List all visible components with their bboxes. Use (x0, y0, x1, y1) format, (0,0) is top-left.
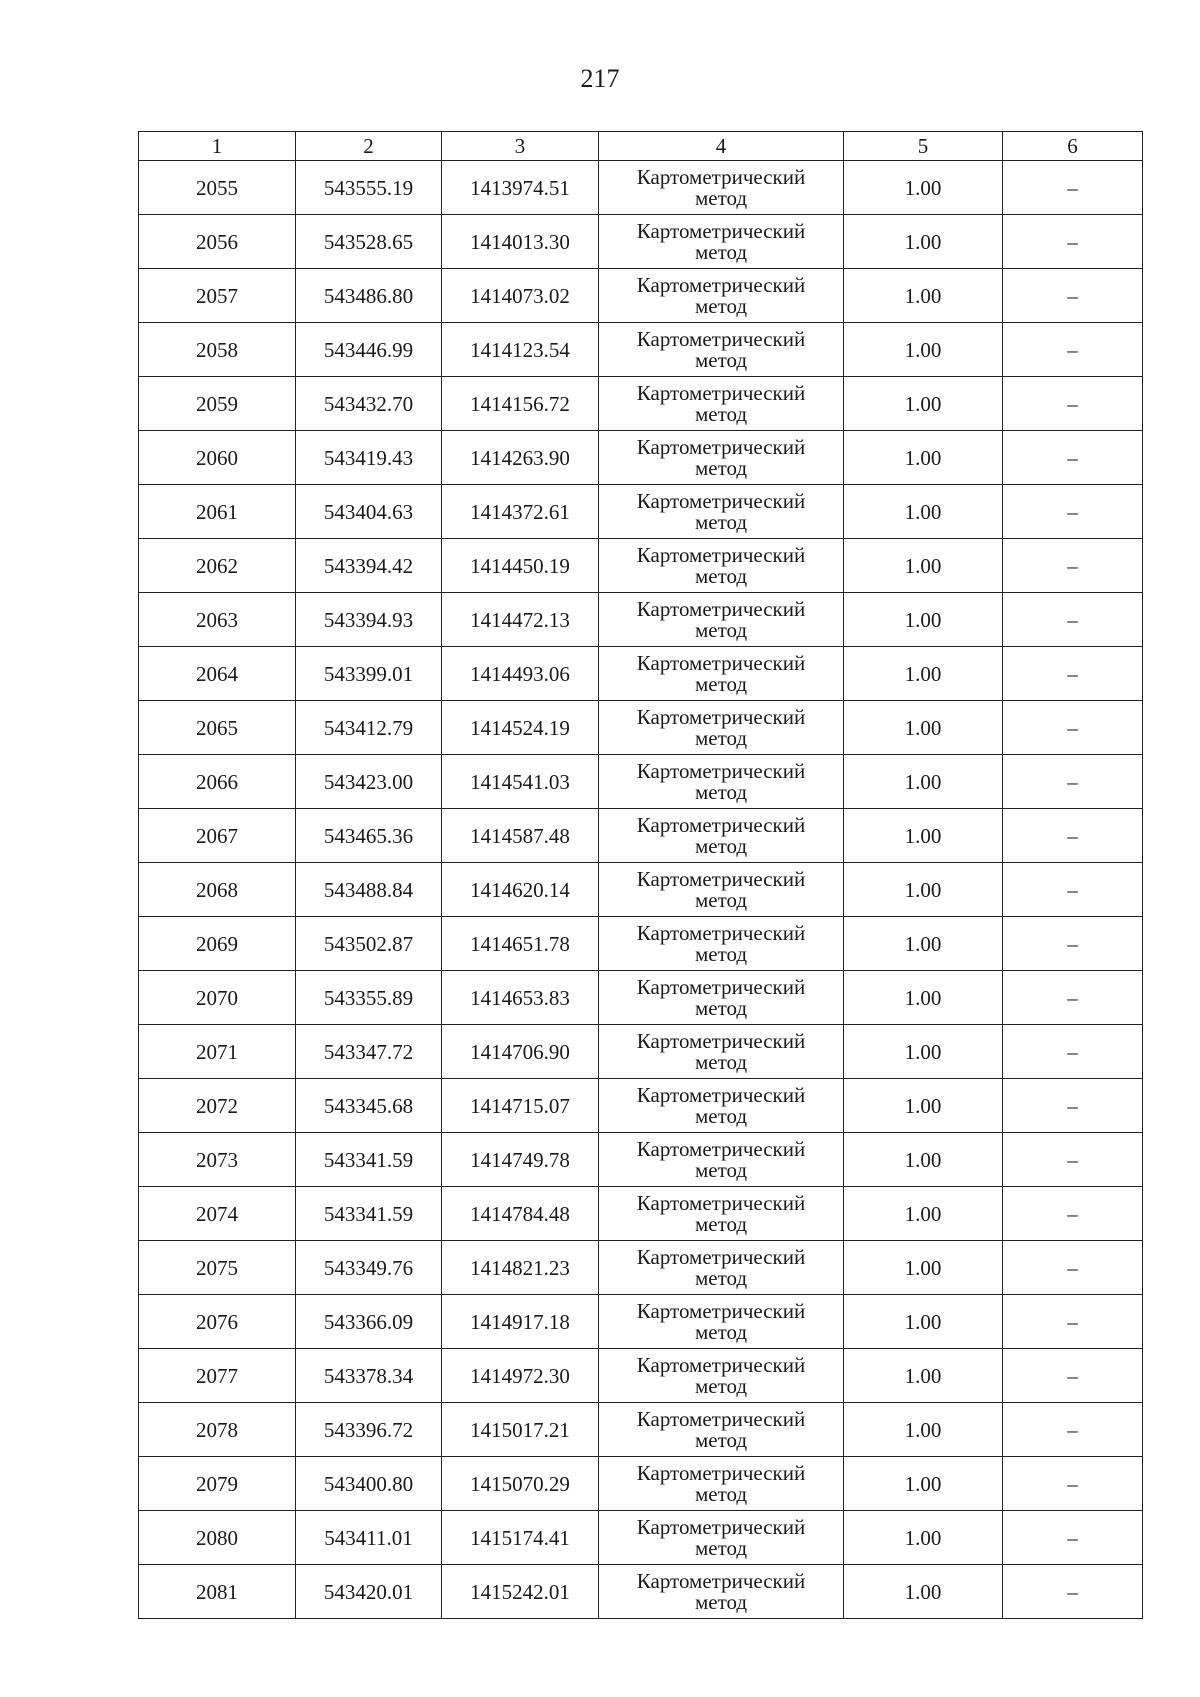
table-row (139, 971, 1143, 1025)
method-line-2: метод (694, 833, 748, 858)
column-header: 6 (1003, 132, 1143, 161)
method-line-2: метод (694, 1103, 748, 1128)
point-number-cell: 2067 (139, 809, 296, 863)
note-cell: – (1003, 539, 1143, 593)
y-coordinate-cell: 1414821.23 (442, 1241, 599, 1295)
method-line-1: Картометрический (636, 1406, 806, 1431)
y-coordinate-cell: 1414784.48 (442, 1187, 599, 1241)
column-header: 2 (296, 132, 442, 161)
method-cell (599, 809, 844, 863)
table-row (139, 161, 1143, 215)
table-row (139, 863, 1143, 917)
y-coordinate-cell: 1414472.13 (442, 593, 599, 647)
column-header: 3 (442, 132, 599, 161)
method-cell (599, 863, 844, 917)
accuracy-cell: 1.00 (844, 1457, 1003, 1511)
method-line-1: Картометрический (636, 542, 806, 567)
method-line-1: Картометрический (636, 1190, 806, 1215)
method-line-2: метод (694, 617, 748, 642)
point-number-cell: 2078 (139, 1403, 296, 1457)
method-cell (599, 1025, 844, 1079)
x-coordinate-cell: 543396.72 (296, 1403, 442, 1457)
method-line-2: метод (694, 1211, 748, 1236)
accuracy-cell: 1.00 (844, 755, 1003, 809)
y-coordinate-cell: 1414651.78 (442, 917, 599, 971)
accuracy-cell: 1.00 (844, 215, 1003, 269)
accuracy-cell: 1.00 (844, 377, 1003, 431)
method-line-1: Картометрический (636, 1298, 806, 1323)
method-line-1: Картометрический (636, 1460, 806, 1485)
method-line-2: метод (694, 941, 748, 966)
method-cell (599, 1457, 844, 1511)
x-coordinate-cell: 543528.65 (296, 215, 442, 269)
point-number-cell: 2056 (139, 215, 296, 269)
x-coordinate-cell: 543355.89 (296, 971, 442, 1025)
note-cell: – (1003, 1403, 1143, 1457)
point-number-cell: 2072 (139, 1079, 296, 1133)
point-number-cell: 2080 (139, 1511, 296, 1565)
method-cell (599, 971, 844, 1025)
note-cell: – (1003, 431, 1143, 485)
point-number-cell: 2068 (139, 863, 296, 917)
method-line-2: метод (694, 185, 748, 210)
note-cell: – (1003, 485, 1143, 539)
method-cell (599, 1133, 844, 1187)
method-line-1: Картометрический (636, 974, 806, 999)
x-coordinate-cell: 543378.34 (296, 1349, 442, 1403)
column-header: 5 (844, 132, 1003, 161)
column-header: 1 (139, 132, 296, 161)
note-cell: – (1003, 161, 1143, 215)
method-line-2: метод (694, 995, 748, 1020)
accuracy-cell: 1.00 (844, 1187, 1003, 1241)
x-coordinate-cell: 543446.99 (296, 323, 442, 377)
note-cell: – (1003, 1511, 1143, 1565)
point-number-cell: 2070 (139, 971, 296, 1025)
method-line-2: метод (694, 509, 748, 534)
accuracy-cell: 1.00 (844, 863, 1003, 917)
x-coordinate-cell: 543400.80 (296, 1457, 442, 1511)
table-row (139, 1349, 1143, 1403)
table-row (139, 701, 1143, 755)
table-body (139, 161, 1143, 1619)
point-number-cell: 2081 (139, 1565, 296, 1619)
point-number-cell: 2069 (139, 917, 296, 971)
method-cell (599, 1241, 844, 1295)
point-number-cell: 2079 (139, 1457, 296, 1511)
y-coordinate-cell: 1414620.14 (442, 863, 599, 917)
method-cell (599, 431, 844, 485)
table-row (139, 1295, 1143, 1349)
accuracy-cell: 1.00 (844, 917, 1003, 971)
y-coordinate-cell: 1415174.41 (442, 1511, 599, 1565)
note-cell: – (1003, 1295, 1143, 1349)
column-header: 4 (599, 132, 844, 161)
point-number-cell: 2062 (139, 539, 296, 593)
point-number-cell: 2055 (139, 161, 296, 215)
note-cell: – (1003, 1565, 1143, 1619)
method-cell (599, 1349, 844, 1403)
table-row (139, 1565, 1143, 1619)
method-line-2: метод (694, 1481, 748, 1506)
table-header-row (139, 132, 1143, 161)
method-line-1: Картометрический (636, 1352, 806, 1377)
method-cell (599, 539, 844, 593)
accuracy-cell: 1.00 (844, 161, 1003, 215)
note-cell: – (1003, 1079, 1143, 1133)
y-coordinate-cell: 1413974.51 (442, 161, 599, 215)
accuracy-cell: 1.00 (844, 485, 1003, 539)
coordinates-table (138, 131, 1143, 1619)
point-number-cell: 2065 (139, 701, 296, 755)
accuracy-cell: 1.00 (844, 1241, 1003, 1295)
accuracy-cell: 1.00 (844, 1403, 1003, 1457)
y-coordinate-cell: 1414073.02 (442, 269, 599, 323)
point-number-cell: 2063 (139, 593, 296, 647)
x-coordinate-cell: 543394.93 (296, 593, 442, 647)
method-line-2: метод (694, 401, 748, 426)
note-cell: – (1003, 215, 1143, 269)
note-cell: – (1003, 755, 1143, 809)
method-cell (599, 1187, 844, 1241)
method-line-1: Картометрический (636, 1244, 806, 1269)
method-cell (599, 485, 844, 539)
table-row (139, 593, 1143, 647)
table-row (139, 1511, 1143, 1565)
note-cell: – (1003, 269, 1143, 323)
method-line-2: метод (694, 293, 748, 318)
table-row (139, 1403, 1143, 1457)
note-cell: – (1003, 809, 1143, 863)
accuracy-cell: 1.00 (844, 1079, 1003, 1133)
table-row (139, 755, 1143, 809)
accuracy-cell: 1.00 (844, 971, 1003, 1025)
x-coordinate-cell: 543349.76 (296, 1241, 442, 1295)
y-coordinate-cell: 1415242.01 (442, 1565, 599, 1619)
y-coordinate-cell: 1414524.19 (442, 701, 599, 755)
method-line-1: Картометрический (636, 1082, 806, 1107)
y-coordinate-cell: 1414156.72 (442, 377, 599, 431)
method-line-1: Картометрический (636, 488, 806, 513)
x-coordinate-cell: 543502.87 (296, 917, 442, 971)
accuracy-cell: 1.00 (844, 1565, 1003, 1619)
y-coordinate-cell: 1414749.78 (442, 1133, 599, 1187)
point-number-cell: 2066 (139, 755, 296, 809)
accuracy-cell: 1.00 (844, 701, 1003, 755)
table-row (139, 431, 1143, 485)
note-cell: – (1003, 917, 1143, 971)
table-row (139, 323, 1143, 377)
y-coordinate-cell: 1414450.19 (442, 539, 599, 593)
method-cell (599, 1565, 844, 1619)
y-coordinate-cell: 1414541.03 (442, 755, 599, 809)
point-number-cell: 2059 (139, 377, 296, 431)
y-coordinate-cell: 1415070.29 (442, 1457, 599, 1511)
table-row (139, 1079, 1143, 1133)
table-row (139, 809, 1143, 863)
table-row (139, 215, 1143, 269)
y-coordinate-cell: 1414917.18 (442, 1295, 599, 1349)
y-coordinate-cell: 1414715.07 (442, 1079, 599, 1133)
accuracy-cell: 1.00 (844, 269, 1003, 323)
x-coordinate-cell: 543404.63 (296, 485, 442, 539)
point-number-cell: 2077 (139, 1349, 296, 1403)
note-cell: – (1003, 323, 1143, 377)
table-row (139, 377, 1143, 431)
table-row (139, 917, 1143, 971)
method-line-1: Картометрический (636, 650, 806, 675)
method-line-1: Картометрический (636, 380, 806, 405)
method-line-1: Картометрический (636, 866, 806, 891)
method-line-1: Картометрический (636, 1028, 806, 1053)
note-cell: – (1003, 593, 1143, 647)
x-coordinate-cell: 543412.79 (296, 701, 442, 755)
note-cell: – (1003, 1133, 1143, 1187)
method-cell (599, 377, 844, 431)
method-line-1: Картометрический (636, 812, 806, 837)
accuracy-cell: 1.00 (844, 1133, 1003, 1187)
method-line-1: Картометрический (636, 218, 806, 243)
method-line-2: метод (694, 1319, 748, 1344)
method-cell (599, 593, 844, 647)
method-cell (599, 701, 844, 755)
method-line-1: Картометрический (636, 596, 806, 621)
method-line-2: метод (694, 779, 748, 804)
method-cell (599, 269, 844, 323)
method-line-1: Картометрический (636, 1568, 806, 1593)
method-line-2: метод (694, 455, 748, 480)
note-cell: – (1003, 971, 1143, 1025)
x-coordinate-cell: 543341.59 (296, 1133, 442, 1187)
note-cell: – (1003, 647, 1143, 701)
method-cell (599, 917, 844, 971)
method-line-1: Картометрический (636, 434, 806, 459)
table-row (139, 485, 1143, 539)
method-line-2: метод (694, 347, 748, 372)
method-cell (599, 647, 844, 701)
page-number: 217 (580, 64, 620, 93)
table-row (139, 1187, 1143, 1241)
point-number-cell: 2064 (139, 647, 296, 701)
point-number-cell: 2073 (139, 1133, 296, 1187)
method-cell (599, 323, 844, 377)
method-line-2: метод (694, 1049, 748, 1074)
method-line-1: Картометрический (636, 326, 806, 351)
method-line-1: Картометрический (636, 920, 806, 945)
x-coordinate-cell: 543488.84 (296, 863, 442, 917)
y-coordinate-cell: 1415017.21 (442, 1403, 599, 1457)
note-cell: – (1003, 377, 1143, 431)
note-cell: – (1003, 1457, 1143, 1511)
method-line-2: метод (694, 1427, 748, 1452)
point-number-cell: 2061 (139, 485, 296, 539)
x-coordinate-cell: 543347.72 (296, 1025, 442, 1079)
table-row (139, 539, 1143, 593)
note-cell: – (1003, 1187, 1143, 1241)
method-line-1: Картометрический (636, 272, 806, 297)
x-coordinate-cell: 543419.43 (296, 431, 442, 485)
method-line-2: метод (694, 1535, 748, 1560)
method-line-2: метод (694, 1265, 748, 1290)
point-number-cell: 2074 (139, 1187, 296, 1241)
x-coordinate-cell: 543411.01 (296, 1511, 442, 1565)
point-number-cell: 2076 (139, 1295, 296, 1349)
method-line-2: метод (694, 1589, 748, 1614)
table-row (139, 269, 1143, 323)
method-cell (599, 215, 844, 269)
y-coordinate-cell: 1414587.48 (442, 809, 599, 863)
x-coordinate-cell: 543345.68 (296, 1079, 442, 1133)
y-coordinate-cell: 1414653.83 (442, 971, 599, 1025)
note-cell: – (1003, 1025, 1143, 1079)
y-coordinate-cell: 1414123.54 (442, 323, 599, 377)
method-line-1: Картометрический (636, 1514, 806, 1539)
y-coordinate-cell: 1414706.90 (442, 1025, 599, 1079)
method-cell (599, 1511, 844, 1565)
method-line-2: метод (694, 671, 748, 696)
accuracy-cell: 1.00 (844, 1295, 1003, 1349)
x-coordinate-cell: 543366.09 (296, 1295, 442, 1349)
x-coordinate-cell: 543399.01 (296, 647, 442, 701)
x-coordinate-cell: 543432.70 (296, 377, 442, 431)
method-line-1: Картометрический (636, 1136, 806, 1161)
x-coordinate-cell: 543465.36 (296, 809, 442, 863)
note-cell: – (1003, 863, 1143, 917)
x-coordinate-cell: 543486.80 (296, 269, 442, 323)
table-row (139, 647, 1143, 701)
method-line-2: метод (694, 887, 748, 912)
x-coordinate-cell: 543394.42 (296, 539, 442, 593)
x-coordinate-cell: 543341.59 (296, 1187, 442, 1241)
method-cell (599, 755, 844, 809)
point-number-cell: 2071 (139, 1025, 296, 1079)
x-coordinate-cell: 543555.19 (296, 161, 442, 215)
method-cell (599, 1079, 844, 1133)
y-coordinate-cell: 1414493.06 (442, 647, 599, 701)
method-cell (599, 1403, 844, 1457)
method-line-1: Картометрический (636, 758, 806, 783)
method-cell (599, 1295, 844, 1349)
point-number-cell: 2058 (139, 323, 296, 377)
y-coordinate-cell: 1414972.30 (442, 1349, 599, 1403)
x-coordinate-cell: 543420.01 (296, 1565, 442, 1619)
accuracy-cell: 1.00 (844, 323, 1003, 377)
x-coordinate-cell: 543423.00 (296, 755, 442, 809)
method-line-2: метод (694, 1157, 748, 1182)
table-row (139, 1025, 1143, 1079)
accuracy-cell: 1.00 (844, 647, 1003, 701)
method-cell (599, 161, 844, 215)
accuracy-cell: 1.00 (844, 809, 1003, 863)
method-line-2: метод (694, 563, 748, 588)
table-row (139, 1241, 1143, 1295)
method-line-2: метод (694, 725, 748, 750)
method-line-1: Картометрический (636, 704, 806, 729)
method-line-2: метод (694, 1373, 748, 1398)
note-cell: – (1003, 1241, 1143, 1295)
accuracy-cell: 1.00 (844, 431, 1003, 485)
point-number-cell: 2075 (139, 1241, 296, 1295)
accuracy-cell: 1.00 (844, 593, 1003, 647)
accuracy-cell: 1.00 (844, 1349, 1003, 1403)
accuracy-cell: 1.00 (844, 1511, 1003, 1565)
y-coordinate-cell: 1414372.61 (442, 485, 599, 539)
table-row (139, 1133, 1143, 1187)
y-coordinate-cell: 1414013.30 (442, 215, 599, 269)
accuracy-cell: 1.00 (844, 1025, 1003, 1079)
note-cell: – (1003, 1349, 1143, 1403)
y-coordinate-cell: 1414263.90 (442, 431, 599, 485)
accuracy-cell: 1.00 (844, 539, 1003, 593)
table-row (139, 1457, 1143, 1511)
method-line-2: метод (694, 239, 748, 264)
method-line-1: Картометрический (636, 164, 806, 189)
note-cell: – (1003, 701, 1143, 755)
point-number-cell: 2060 (139, 431, 296, 485)
point-number-cell: 2057 (139, 269, 296, 323)
